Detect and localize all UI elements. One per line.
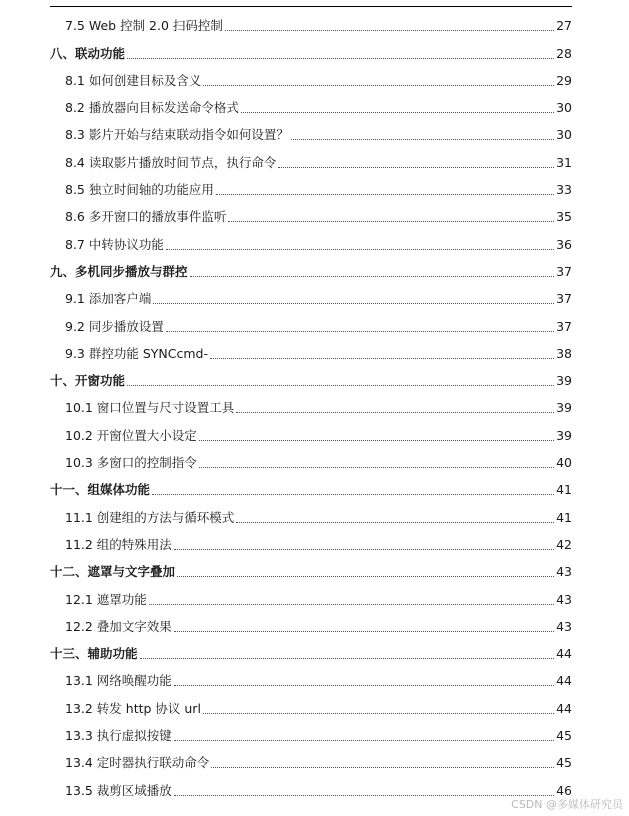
- toc-page-number: 40: [556, 455, 572, 471]
- toc-entry-title: 8.3 影片开始与结束联动指令如何设置？: [65, 127, 289, 143]
- toc-entry-title: 十二、遮罩与文字叠加: [50, 564, 176, 580]
- toc-entry-title: 11.2 组的特殊用法: [65, 536, 172, 552]
- toc-dot-leader: [140, 657, 555, 659]
- toc-entry-title: 8.5 独立时间轴的功能应用: [65, 182, 214, 198]
- toc-page-number: 33: [556, 182, 572, 198]
- toc-page-number: 31: [556, 154, 572, 170]
- toc-entry-title: 12.1 遮罩功能: [65, 591, 147, 607]
- toc-section-row[interactable]: [50, 226, 572, 253]
- toc-section-row[interactable]: [50, 772, 572, 799]
- toc-entry-title: 13.3 执行虚拟按键: [65, 728, 172, 744]
- toc-entry-title: 13.4 定时器执行联动命令: [65, 755, 210, 771]
- toc-dot-leader: [149, 603, 554, 605]
- toc-dot-leader: [153, 302, 554, 304]
- toc-dot-leader: [203, 84, 554, 86]
- toc-entry-title: 10.1 窗口位置与尺寸设置工具: [65, 400, 235, 416]
- toc-dot-leader: [291, 138, 554, 140]
- toc-entry-title: 11.1 创建组的方法与循环模式: [65, 509, 235, 525]
- toc-entry-title: 9.3 群控功能 SYNCcmd-: [65, 345, 208, 361]
- toc-page-number: 41: [556, 509, 572, 525]
- toc-section-row[interactable]: [50, 117, 572, 144]
- toc-page-number: 39: [556, 373, 572, 389]
- toc-page-number: 35: [556, 209, 572, 225]
- toc-dot-leader: [225, 29, 554, 31]
- toc-page-number: 39: [556, 427, 572, 443]
- toc-page-number: 37: [556, 263, 572, 279]
- toc-section-row[interactable]: [50, 499, 572, 526]
- toc-page-number: 41: [556, 482, 572, 498]
- toc-section-row[interactable]: [50, 445, 572, 472]
- toc-entry-title: 13.1 网络唤醒功能: [65, 673, 172, 689]
- toc-section-row[interactable]: [50, 390, 572, 417]
- toc-dot-leader: [278, 166, 554, 168]
- toc-page-number: 29: [556, 72, 572, 88]
- top-divider: [50, 6, 572, 7]
- toc-dot-leader: [216, 193, 554, 195]
- toc-dot-leader: [190, 275, 555, 277]
- toc-dot-leader: [211, 766, 554, 768]
- toc-dot-leader: [166, 248, 554, 250]
- toc-chapter-row[interactable]: [50, 35, 572, 62]
- toc-dot-leader: [174, 548, 554, 550]
- toc-dot-leader: [177, 575, 554, 577]
- toc-entry-title: 13.2 转发 http 协议 url: [65, 700, 201, 716]
- toc-page-number: 37: [556, 291, 572, 307]
- toc-dot-leader: [174, 630, 554, 632]
- toc-page-number: 39: [556, 400, 572, 416]
- toc-section-row[interactable]: [50, 581, 572, 608]
- toc-entry-title: 10.3 多窗口的控制指令: [65, 455, 197, 471]
- toc-section-row[interactable]: [50, 308, 572, 335]
- toc-section-row[interactable]: [50, 609, 572, 636]
- toc-page-number: 37: [556, 318, 572, 334]
- toc-entry-title: 10.2 开窗位置大小设定: [65, 427, 197, 443]
- toc-page-number: 38: [556, 345, 572, 361]
- toc-page-number: 30: [556, 127, 572, 143]
- toc-dot-leader: [199, 466, 554, 468]
- toc-section-row[interactable]: [50, 199, 572, 226]
- toc-dot-leader: [236, 411, 554, 413]
- toc-entry-title: 13.5 裁剪区域播放: [65, 782, 172, 798]
- toc-section-row[interactable]: [50, 63, 572, 90]
- toc-entry-title: 9.2 同步播放设置: [65, 318, 164, 334]
- toc-dot-leader: [174, 794, 554, 796]
- toc-chapter-row[interactable]: [50, 363, 572, 390]
- csdn-watermark: CSDN @多媒体研究员: [511, 798, 623, 811]
- toc-dot-leader: [228, 220, 554, 222]
- toc-dot-leader: [174, 739, 554, 741]
- toc-dot-leader: [236, 521, 554, 523]
- toc-entry-title: 十、开窗功能: [50, 373, 126, 389]
- toc-dot-leader: [166, 330, 554, 332]
- toc-section-row[interactable]: [50, 527, 572, 554]
- toc-dot-leader: [152, 493, 554, 495]
- toc-page-number: 27: [556, 18, 572, 34]
- toc-dot-leader: [241, 111, 554, 113]
- toc-section-row[interactable]: [50, 417, 572, 444]
- toc-page-number: 45: [556, 728, 572, 744]
- toc-page-number: 30: [556, 100, 572, 116]
- toc-dot-leader: [203, 712, 554, 714]
- toc-page-number: 45: [556, 755, 572, 771]
- toc-entry-title: 7.5 Web 控制 2.0 扫码控制: [65, 18, 223, 34]
- toc-page-number: 28: [556, 45, 572, 61]
- table-of-contents: [50, 8, 572, 800]
- toc-dot-leader: [210, 357, 554, 359]
- toc-entry-title: 8.6 多开窗口的播放事件监听: [65, 209, 227, 225]
- toc-chapter-row[interactable]: [50, 554, 572, 581]
- toc-section-row[interactable]: [50, 718, 572, 745]
- toc-section-row[interactable]: [50, 663, 572, 690]
- toc-section-row[interactable]: [50, 144, 572, 171]
- toc-section-row[interactable]: [50, 8, 572, 35]
- toc-page-number: 42: [556, 536, 572, 552]
- toc-chapter-row[interactable]: [50, 472, 572, 499]
- toc-page-number: 43: [556, 618, 572, 634]
- toc-section-row[interactable]: [50, 690, 572, 717]
- toc-dot-leader: [127, 384, 554, 386]
- toc-dot-leader: [127, 57, 554, 59]
- toc-entry-title: 12.2 叠加文字效果: [65, 618, 172, 634]
- toc-page-number: 36: [556, 236, 572, 252]
- toc-entry-title: 九、多机同步播放与群控: [50, 263, 188, 279]
- toc-entry-title: 8.7 中转协议功能: [65, 236, 164, 252]
- toc-chapter-row[interactable]: [50, 254, 572, 281]
- toc-entry-title: 十三、辅助功能: [50, 646, 138, 662]
- toc-entry-title: 8.2 播放器向目标发送命令格式: [65, 100, 239, 116]
- toc-page-number: 44: [556, 673, 572, 689]
- toc-page-number: 46: [556, 782, 572, 798]
- toc-section-row[interactable]: [50, 172, 572, 199]
- toc-section-row[interactable]: [50, 336, 572, 363]
- toc-entry-title: 8.4 读取影片播放时间节点，执行命令: [65, 154, 277, 170]
- toc-dot-leader: [174, 684, 554, 686]
- toc-page-number: 43: [556, 591, 572, 607]
- toc-entry-title: 八、联动功能: [50, 45, 126, 61]
- toc-entry-title: 8.1 如何创建目标及含义: [65, 72, 202, 88]
- toc-entry-title: 十一、组媒体功能: [50, 482, 151, 498]
- toc-section-row[interactable]: [50, 281, 572, 308]
- toc-page-number: 44: [556, 700, 572, 716]
- toc-page-number: 43: [556, 564, 572, 580]
- toc-section-row[interactable]: [50, 90, 572, 117]
- toc-dot-leader: [199, 439, 554, 441]
- toc-section-row[interactable]: [50, 745, 572, 772]
- toc-entry-title: 9.1 添加客户端: [65, 291, 152, 307]
- toc-chapter-row[interactable]: [50, 636, 572, 663]
- toc-page-number: 44: [556, 646, 572, 662]
